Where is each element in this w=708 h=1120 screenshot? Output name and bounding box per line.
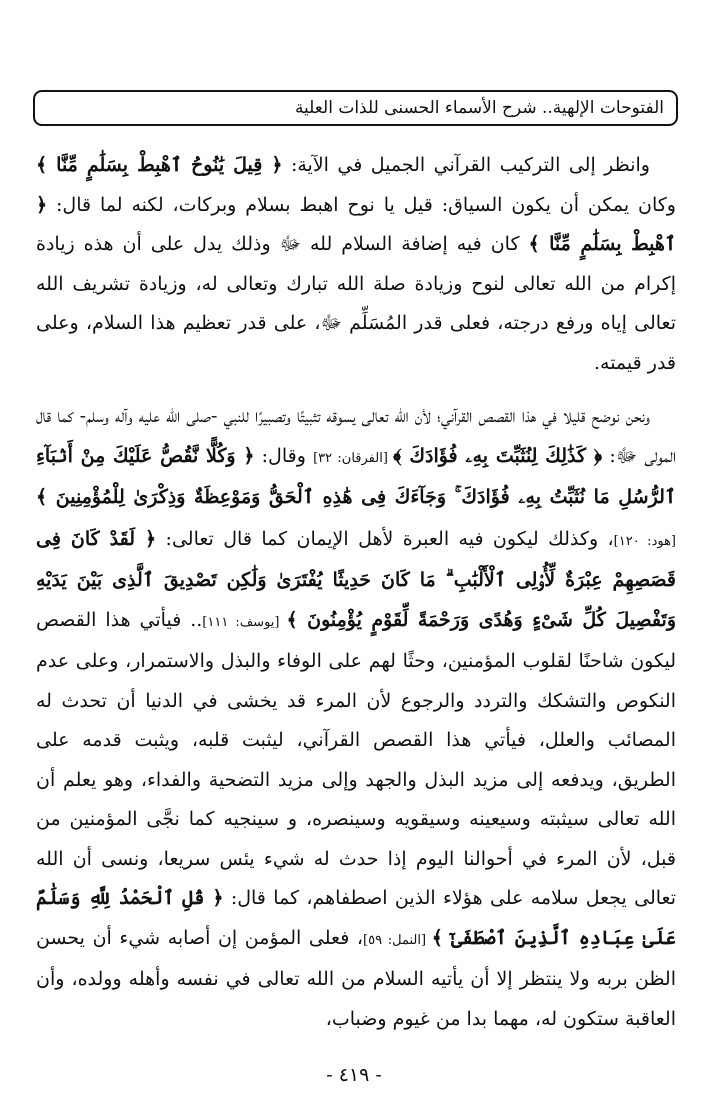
quran-verse: ﴿ كَذَٰلِكَ لِنُثَبِّتَ بِهِۦ فُؤَادَكَ ﴾ bbox=[393, 444, 603, 467]
quran-verse: ﴿ قُلِ ٱلْحَمْدُ لِلَّهِ وَسَلَٰمٌ عَلَىٰ عِبَادِهِ ٱلَّذِينَ ٱصْطَفَىٰٓ ﴾ bbox=[36, 887, 677, 949]
quran-verse: ﴿ ٱهْبِطْ بِسَلَٰمٍ مِّنَّا ﴾ bbox=[36, 193, 676, 255]
quran-verse: ﴿ لَقَدْ كَانَ فِى قَصَصِهِمْ عِبْرَةٌ لِّأُو۟لِى ٱلْأَلْبَٰبِ ۗ مَا كَانَ حَدِيثًا يُفْتَرَىٰ وَلَٰكِن تَصْدِيقَ ٱلَّذِى بَيْنَ يَدَيْهِ وَتَفْصِيلَ كُلِّ شَىْءٍ وَهُدًى وَرَحْمَةً لِّقَوْمٍ يُؤْمِنُونَ ﴾ bbox=[36, 527, 676, 631]
text-run: .. فيأتي هذا القصص ليكون شاحنًا لقلوب المؤمنين، وحثًا لهم على الوفاء والبذل والاستمرار، وعلى عدم النكوص والتشكك والتردد والرجوع لأن المرء قد يخشى في الدنيا أن تحدث له المصائب والعلل، فيأتي هذا القصص القرآني، ليثبت قلبه، ويثبت قدمه على الطريق، ويدفعه إلى مزيد البذل والجهد وإلى مزيد التضحية والفداء، وهو يعلم أن الله تعالى سيثبته وسيعينه وسيقويه وسينصره، و سينجيه كما نجَّى المؤمنين من قبل، لأن المرء في أحوالنا اليوم إذا حدث له شيء يئس سريعا، ونسى أن الله تعالى يجعل سلامه على هؤلاء الذين اصطفاهم، كما قال: bbox=[36, 608, 676, 909]
paragraph-2 bbox=[36, 397, 676, 1039]
quran-verse: ﴿ قِيلَ يَٰنُوحُ ٱهْبِطْ بِسَلَٰمٍ مِّنَّا ﴾ bbox=[36, 154, 283, 176]
text-run: وانظر إلى التركيب القرآني الجميل في الآية: bbox=[282, 154, 650, 176]
verse-reference: [الفرقان: ٣٢] bbox=[313, 450, 394, 466]
verse-reference: [يوسف: ١١١] bbox=[202, 614, 287, 630]
paragraph-1 bbox=[36, 146, 676, 383]
verse-reference: [النمل: ٥٩] bbox=[363, 932, 432, 948]
text-run: وقال: bbox=[254, 444, 314, 467]
text-run: كان فيه إضافة السلام لله ﷻ وذلك يدل على أن هذه زيادة إكرام من الله تعالى لنوح وزيادة صلة الله تبارك وتعالى له، وزيادة تشريف الله تعالى إياه ورفع درجته، فعلى قدر المُسَلِّم ﷻ، على قدر تعظيم هذا السلام، وعلى قدر قيمته. bbox=[36, 233, 676, 374]
text-run: ، فعلى المؤمن إن أصابه شيء أن يحسن الظن بربه ولا ينتظر إلا أن يأتيه السلام من الله تعالى في نفسه وأهله وولده، وأن العاقبة ستكون له، مهما بدا من غيوم وضباب، bbox=[36, 926, 676, 1030]
page-body bbox=[36, 146, 676, 1039]
quran-verse: ﴿ وَكُلًّا نَّقُصُّ عَلَيْكَ مِنْ أَنۢبَآءِ ٱلرُّسُلِ مَا نُثَبِّتُ بِهِۦ فُؤَادَكَ ۚ وَجَآءَكَ فِى هَٰذِهِ ٱلْحَقُّ وَمَوْعِظَةٌ وَذِكْرَىٰ لِلْمُؤْمِنِينَ ﴾ bbox=[36, 444, 676, 508]
page-number: - ٤١٩ - bbox=[326, 1064, 382, 1086]
text-run: ، وكذلك ليكون فيه العبرة لأهل الإيمان كما قال تعالى: bbox=[156, 527, 614, 550]
text-run: ونحن نوضح قليلا في هذا القصص القرآني؛ لأن الله تعالى يسوقه تثبيتًا وتصبيرًا للنبي -صلى الله عليه وآله وسلم- كما قال المولى ﷻ: bbox=[36, 405, 676, 467]
running-header-box bbox=[33, 90, 678, 126]
text-run: وكان يمكن أن يكون السياق: قيل يا نوح اهبط بسلام وبركات، لكنه لما قال: bbox=[47, 193, 676, 216]
verse-reference: [هود: ١٢٠] bbox=[613, 533, 676, 549]
running-header-title: الفتوحات الإلهية.. شرح الأسماء الحسنى للذات العلية bbox=[294, 97, 664, 118]
